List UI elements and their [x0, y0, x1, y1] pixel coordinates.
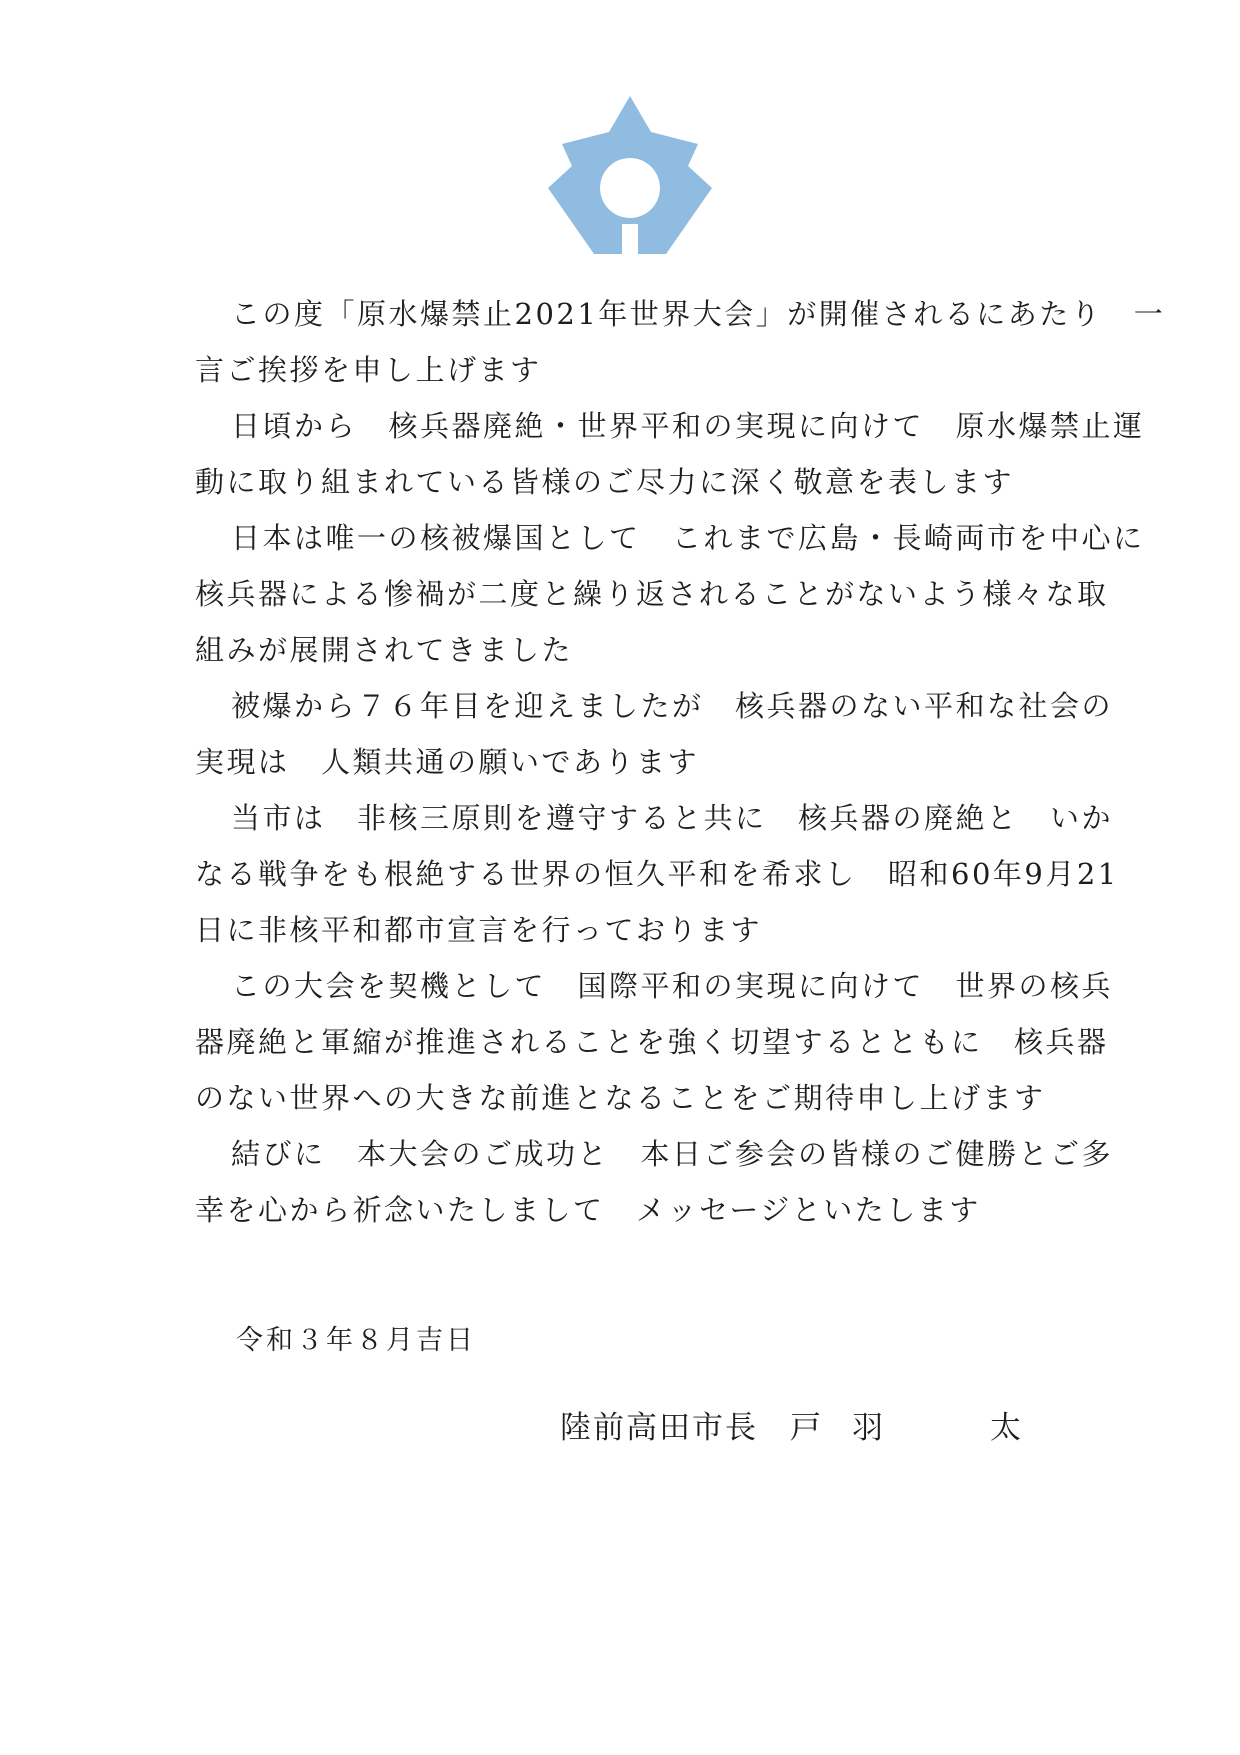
paragraph-line: 動に取り組まれている皆様のご尽力に深く敬意を表します [195, 465, 1015, 499]
signature-name-char-2: 羽 [852, 1410, 885, 1446]
paragraph-line: 日に非核平和都市宣言を行っております [195, 913, 763, 947]
signature-name-char-3: 太 [990, 1410, 1023, 1446]
paragraph-line: 日本は唯一の核被爆国として これまで広島・長崎両市を中心に [231, 521, 1145, 555]
signature-name-char-1: 戸 [790, 1410, 823, 1446]
paragraph-line: 日頃から 核兵器廃絶・世界平和の実現に向けて 原水爆禁止運 [231, 409, 1145, 443]
paragraph-line: 結びに 本大会のご成功と 本日ご参会の皆様のご健勝とご多 [231, 1137, 1114, 1171]
letter-date: 令和３年８月吉日 [236, 1325, 476, 1356]
paragraph-line: 核兵器による惨禍が二度と繰り返されることがないよう様々な取 [195, 577, 1109, 611]
paragraph-line: 幸を心から祈念いたしまして メッセージといたします [195, 1193, 981, 1227]
emblem-shape [548, 96, 712, 254]
paragraph-line: なる戦争をも根絶する世界の恒久平和を希求し 昭和60年9月21 [195, 857, 1119, 891]
signature-title: 陸前高田市長 [560, 1410, 758, 1446]
paragraph-line: 当市は 非核三原則を遵守すると共に 核兵器の廃絶と いか [231, 801, 1114, 835]
paragraph-line: 言ご挨拶を申し上げます [195, 353, 542, 387]
paragraph-line: 実現は 人類共通の願いであります [195, 745, 700, 779]
paragraph-line: 器廃絶と軍縮が推進されることを強く切望するとともに 核兵器 [195, 1025, 1109, 1059]
paragraph-line: 組みが展開されてきました [195, 633, 574, 667]
paragraph-line: のない世界への大きな前進となることをご期待申し上げます [195, 1081, 1046, 1115]
paragraph-line: 被爆から７６年目を迎えましたが 核兵器のない平和な社会の [231, 689, 1114, 723]
city-emblem-icon [548, 96, 712, 254]
paragraph-line: この大会を契機として 国際平和の実現に向けて 世界の核兵 [231, 969, 1114, 1003]
paragraph-line: この度「原水爆禁止2021年世界大会」が開催されるにあたり 一 [231, 297, 1166, 331]
